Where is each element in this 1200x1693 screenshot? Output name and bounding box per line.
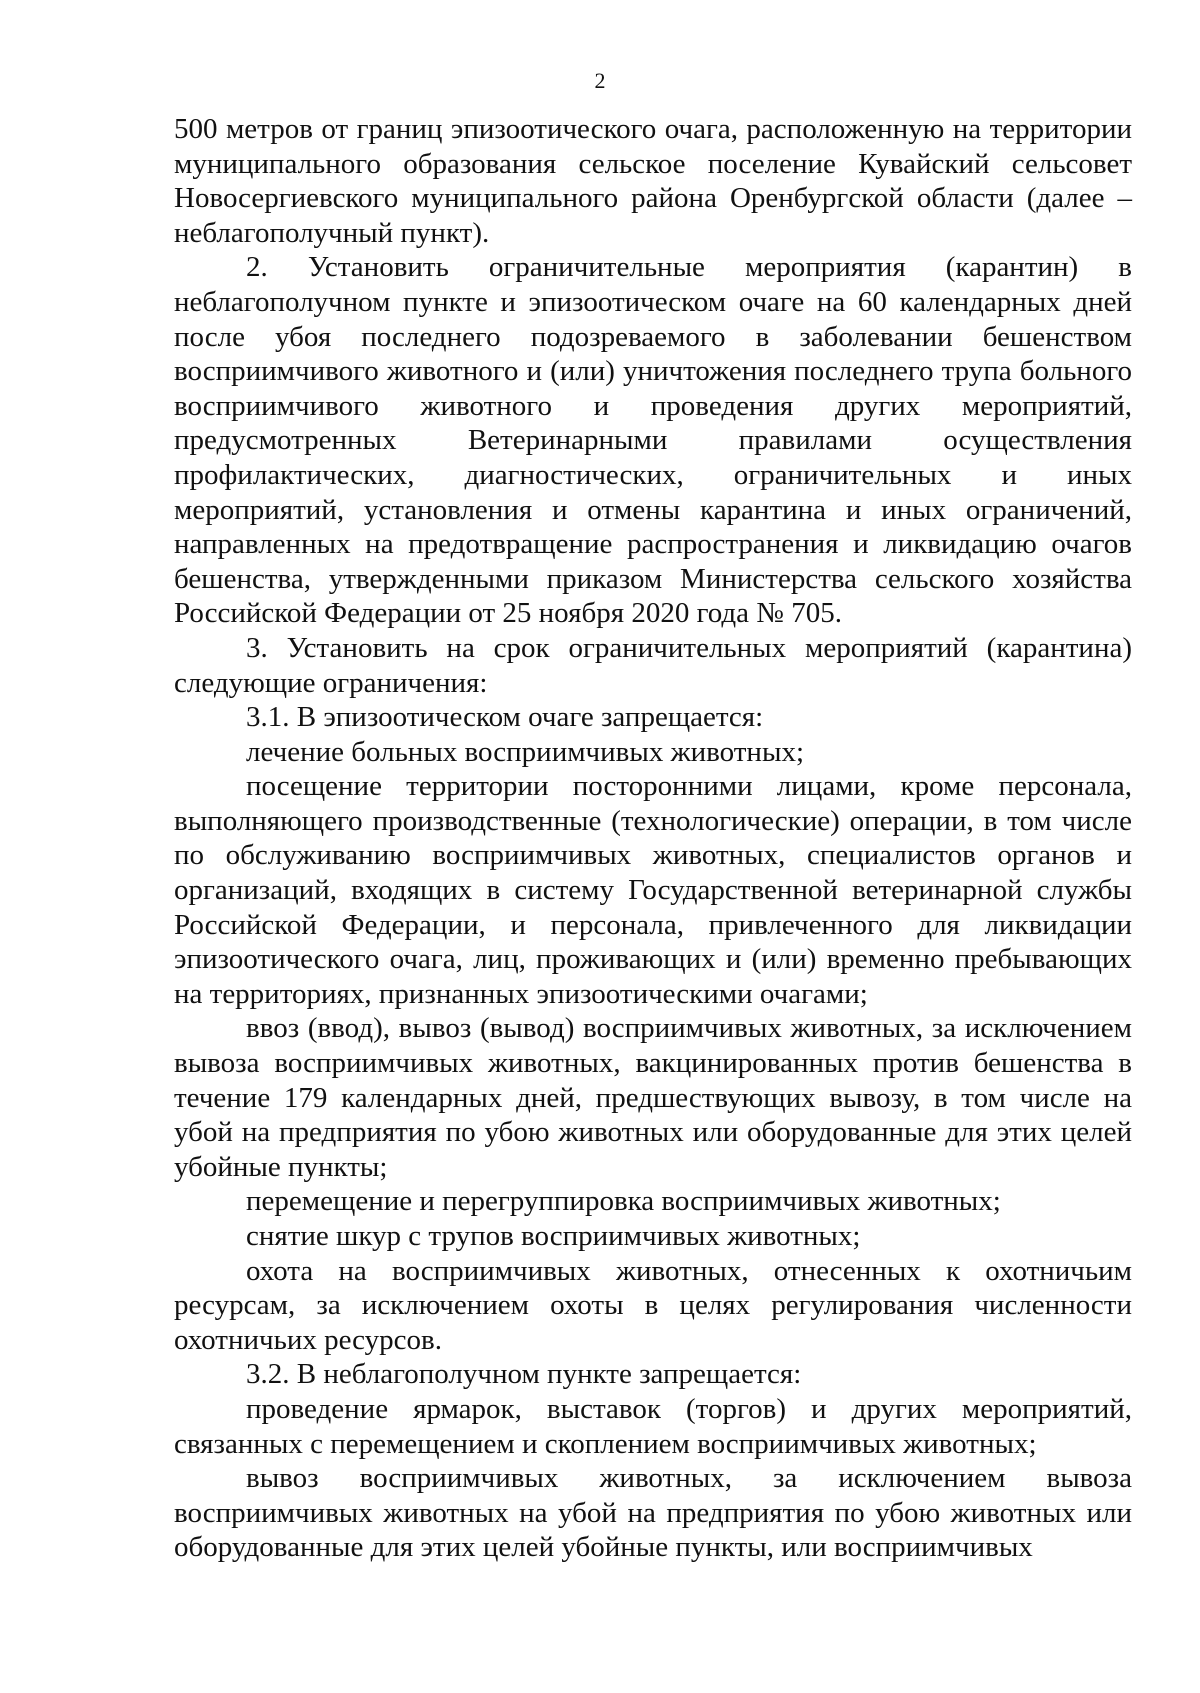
paragraph-restriction: ввоз (ввод), вывоз (вывод) восприимчивых животных, за исключением вывоза восприимчивых животных, вакцинированных против бешенства в течение 179 календарных дней, предшествующих вывозу, в том числе на убой на предприятия по убою животных или оборудованные для этих целей убойные пункты; (174, 1012, 1132, 1183)
paragraph-restriction: снятие шкур с трупов восприимчивых животных; (246, 1220, 861, 1252)
paragraph-continuation: 500 метров от границ эпизоотического очага, расположенную на территории муниципального образования сельское поселение Кувайский сельсовет Новосергиевского муниципального района Оренбургской области (далее – неблагополучный пункт). (174, 113, 1132, 249)
paragraph-item-3: 3. Установить на срок ограничительных мероприятий (карантина) следующие ограничения: (174, 631, 1132, 699)
paragraph-restriction: проведение ярмарок, выставок (торгов) и других мероприятий, связанных с перемещением и скоплением восприимчивых животных; (174, 1392, 1132, 1460)
document-body (174, 112, 1132, 1565)
page-number: 2 (594, 68, 606, 93)
paragraph-item-3-2: 3.2. В неблагополучном пункте запрещается: (246, 1358, 802, 1391)
paragraph-restriction: перемещение и перегруппировка восприимчивых животных; (246, 1185, 1001, 1218)
paragraph-restriction: посещение территории посторонними лицами, кроме персонала, выполняющего производственные (технологические) операции, в том числе по обслуживанию восприимчивых животных, специалистов органов и организаций, входящих в систему Государственной ветеринарной службы Российской Федерации, и персонала, привлеченного для ликвидации эпизоотического очага, лиц, проживающих и (или) временно пребывающих на территориях, признанных эпизоотическими очагами; (174, 770, 1132, 1010)
paragraph-restriction: лечение больных восприимчивых животных; (246, 735, 804, 768)
paragraph-restriction: охота на восприимчивых животных, отнесенных к охотничьим ресурсам, за исключением охоты в целях регулирования численности охотничьих ресурсов. (174, 1254, 1132, 1356)
paragraph-restriction: вывоз восприимчивых животных, за исключением вывоза восприимчивых животных на убой на предприятия по убою животных или оборудованные для этих целей убойные пункты, или восприимчивых (174, 1462, 1132, 1564)
paragraph-item-2: 2. Установить ограничительные мероприятия (карантин) в неблагополучном пункте и эпизоотическом очаге на 60 календарных дней после убоя последнего подозреваемого в заболевании бешенством восприимчивого животного и (или) уничтожения последнего трупа больного восприимчивого животного и проведения других мероприятий, предусмотренных Ветеринарными правилами осуществления профилактических, диагностических, ограничительных и иных мероприятий, установления и отмены карантина и иных ограничений, направленных на предотвращение распространения и ликвидацию очагов бешенства, утвержденными приказом Министерства сельского хозяйства Российской Федерации от 25 ноября 2020 года № 705. (174, 251, 1132, 630)
paragraph-item-3-1: 3.1. В эпизоотическом очаге запрещается: (246, 701, 764, 734)
